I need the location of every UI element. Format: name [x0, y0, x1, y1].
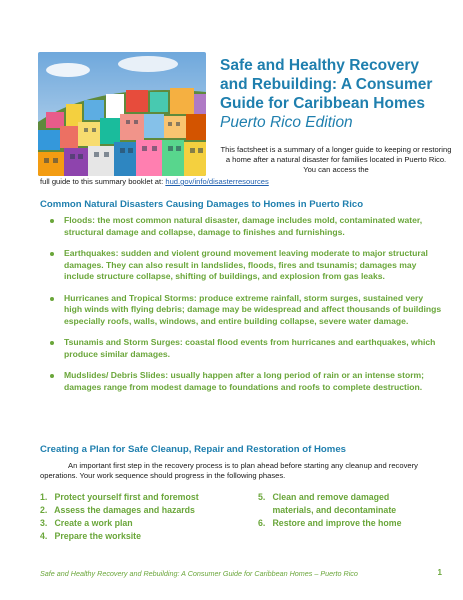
- step-number: 5.: [258, 492, 266, 502]
- list-item: [40, 504, 199, 517]
- section-heading-plan: Creating a Plan for Safe Cleanup, Repair and Restoration of Homes: [40, 444, 346, 455]
- step-text: Clean and remove damaged: [272, 492, 390, 502]
- list-item: [50, 337, 442, 360]
- disaster-resources-link[interactable]: hud.gov/info/disasterresources: [165, 177, 269, 186]
- list-item: [258, 504, 402, 517]
- list-item: [50, 248, 442, 283]
- bullet-icon: [50, 252, 54, 256]
- bullet-icon: [50, 219, 54, 223]
- steps-list-right: [258, 491, 402, 530]
- hillside-houses-image: [38, 52, 206, 176]
- list-item: [258, 517, 402, 530]
- step-number: 4.: [40, 531, 48, 541]
- step-number: 3.: [40, 518, 48, 528]
- bullet-icon: [50, 374, 54, 378]
- step-text: Prepare the worksite: [54, 531, 141, 541]
- bullet-icon: [50, 297, 54, 301]
- cover-photo: [38, 52, 206, 176]
- bullet-icon: [50, 341, 54, 345]
- plan-intro-text: An important first step in the recovery process is to plan ahead before starting any cleanup and recovery operations. Your work sequence should progress in the following phases.: [40, 461, 418, 480]
- step-text: Restore and improve the home: [272, 518, 402, 528]
- title-edition: Puerto Rico Edition: [220, 114, 353, 131]
- steps-list-left: [40, 491, 199, 543]
- list-item: [40, 491, 199, 504]
- page-footer: [40, 569, 450, 578]
- intro-full-guide: [40, 177, 440, 187]
- list-item-text: Mudslides/ Debris Slides: usually happen after a long period of rain or an intense storm; damages range from modest damage to foundations and roofs to complete destruction.: [64, 370, 425, 392]
- list-item: [40, 517, 199, 530]
- list-item: [50, 293, 442, 328]
- title-line-3: Guide for Caribbean Homes: [220, 95, 425, 112]
- document-title: [220, 56, 450, 132]
- step-text: materials, and decontaminate: [272, 505, 397, 515]
- list-item: [258, 491, 402, 504]
- step-number: 1.: [40, 492, 48, 502]
- list-item: [40, 530, 199, 543]
- list-item-text: Floods: the most common natural disaster, damage includes mold, contaminated water, structural damage and collapse, damage to finishes and furnishings.: [64, 215, 423, 237]
- plan-intro-paragraph: [40, 461, 440, 481]
- disaster-list: [50, 215, 442, 403]
- step-number: 6.: [258, 518, 266, 528]
- step-number: 2.: [40, 505, 48, 515]
- page-number: 1: [437, 568, 442, 577]
- title-line-1: Safe and Healthy Recovery: [220, 57, 420, 74]
- title-line-2: and Rebuilding: A Consumer: [220, 76, 433, 93]
- step-text: Protect yourself first and foremost: [54, 492, 199, 502]
- intro-paragraph: This factsheet is a summary of a longer guide to keeping or restoring a home after a natural disaster for families located in Puerto Rico. You can access the: [220, 145, 452, 174]
- section-heading-disasters: Common Natural Disasters Causing Damages to Homes in Puerto Rico: [40, 199, 364, 210]
- step-text: Create a work plan: [54, 518, 133, 528]
- footer-text: Safe and Healthy Recovery and Rebuilding: A Consumer Guide for Caribbean Homes – Puerto Rico: [40, 569, 358, 578]
- list-item: [50, 215, 442, 238]
- list-item: [50, 370, 442, 393]
- step-text: Assess the damages and hazards: [54, 505, 195, 515]
- list-item-text: Tsunamis and Storm Surges: coastal flood events from hurricanes and earthquakes, which produce similar damages.: [64, 337, 436, 359]
- list-item-text: Hurricanes and Tropical Storms: produce extreme rainfall, storm surges, sustained very high winds with flying debris; damage may be widespread and affect thousands of buildings especially roofs, walls, windows, and entire building collapse, severe water damage.: [64, 292, 442, 326]
- intro-full-prefix: full guide to this summary booklet at:: [40, 177, 166, 186]
- list-item-text: Earthquakes: sudden and violent ground movement leaving moderate to major structural damages. They can also result in landslides, floods, fires and tsunamis; damages may include structure collapse, shifting of buildings, and explosion from gas leaks.: [64, 248, 428, 281]
